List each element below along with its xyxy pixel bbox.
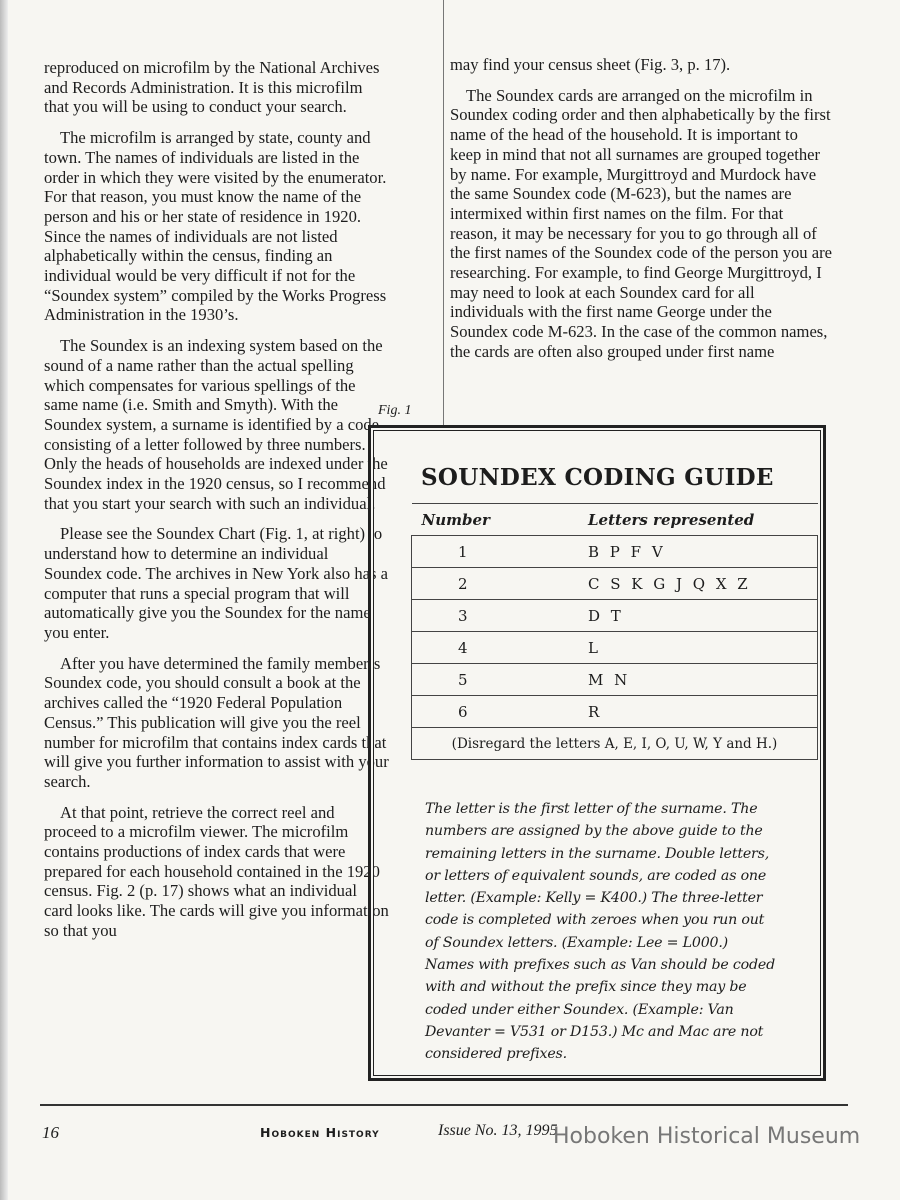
- page-edge: [0, 0, 8, 1200]
- code-letters: D T: [578, 600, 818, 632]
- paragraph: Please see the Soundex Chart (Fig. 1, at right) to understand how to determine an individual Soundex code. The archives in New York also has a computer that runs a special program that will automatically give you the Soundex for the name you enter.: [44, 524, 388, 642]
- paragraph: The Soundex cards are arranged on the microfilm in Soundex coding order and then alphabetically by the first name of the head of the household. It is important to keep in mind that not all surnames are grouped together by name. For example, Murgittroyd and Murdock have the same Soundex code (M-623), but the names are intermixed within first names on the film. For that reason, it may be necessary for you to go through all of the first names of the Soundex code of the person you are researching. For example, to find George Murgittroyd, I may need to look at each Soundex card for all individuals with the first name George under the Soundex code M-623. In the case of the common names, the cards are often also grouped under first name: [450, 85, 833, 361]
- code-letters: B P F V: [578, 536, 818, 568]
- code-number: 6: [412, 696, 579, 728]
- paragraph: may find your census sheet (Fig. 3, p. 17).: [450, 55, 731, 74]
- table-row: [412, 664, 818, 696]
- footer-rule: [40, 1104, 848, 1106]
- left-column: [44, 58, 389, 952]
- code-number: 5: [412, 664, 579, 696]
- watermark: Hoboken Historical Museum: [553, 1124, 861, 1149]
- code-number: 1: [412, 536, 579, 568]
- code-number: 3: [412, 600, 579, 632]
- header-number: Number: [412, 504, 579, 536]
- code-letters: M N: [578, 664, 818, 696]
- masthead: Hoboken History: [260, 1125, 380, 1140]
- figure-title: SOUNDEX CODING GUIDE: [421, 464, 774, 491]
- figure-caption: The letter is the first letter of the surname. The numbers are assigned by the above guide to the remaining letters in the surname. Double letters, or letters of equivalent sounds, are coded as one letter. (Example: Kelly = K400.) The three-letter code is completed with zeroes when you run out of Soundex letters. (Example: Lee = L000.) Names with prefixes such as Van should be coded with and without the prefix since they may be coded under either Soundex. (Example: Van Devanter = V531 or D153.) Mc and Mac are not considered prefixes.: [425, 801, 775, 1063]
- code-number: 4: [412, 632, 579, 664]
- table-row: [412, 536, 818, 568]
- column-divider: [443, 0, 444, 425]
- paragraph: The microfilm is arranged by state, county and town. The names of individuals are listed in the order in which they were visited by the enumerator. For that reason, you must know the name of the person and his or her state of residence in 1920. Since the names of individuals are not listed alphabetically within the census, finding an individual would be very difficult if not for the “Soundex system” compiled by the Works Progress Administration in the 1930’s.: [44, 128, 387, 325]
- figure-label: Fig. 1: [378, 403, 412, 418]
- soundex-coding-guide: [368, 425, 826, 1081]
- disregard-note: (Disregard the letters A, E, I, O, U, W, Y and H.): [412, 728, 818, 760]
- code-letters: R: [578, 696, 818, 728]
- header-letters: Letters represented: [578, 504, 818, 536]
- page-number: 16: [42, 1123, 59, 1142]
- table-row: [412, 600, 818, 632]
- paragraph: After you have determined the family member’s Soundex code, you should consult a book at the archives called the “1920 Federal Population Census.” This publication will give you the reel number for microfilm that contains index cards that will give you further information to assist with your search.: [44, 653, 389, 791]
- soundex-table: [411, 503, 818, 760]
- table-row: [412, 632, 818, 664]
- code-letters: L: [578, 632, 818, 664]
- paragraph: At that point, retrieve the correct reel and proceed to a microfilm viewer. The microfilm contains productions of index cards that were prepared for each household contained in the 1920 census. Fig. 2 (p. 17) shows what an individual card looks like. The cards will give you information so that you: [44, 802, 389, 940]
- right-column: [450, 55, 832, 373]
- code-number: 2: [412, 568, 579, 600]
- issue-info: Issue No. 13, 1995: [438, 1122, 558, 1139]
- table-row: [412, 696, 818, 728]
- paragraph: reproduced on microfilm by the National Archives and Records Administration. It is this microfilm that you will be using to conduct your search.: [44, 58, 380, 117]
- table-note-row: [412, 728, 818, 760]
- code-letters: C S K G J Q X Z: [578, 568, 818, 600]
- table-header: [412, 504, 818, 536]
- paragraph: The Soundex is an indexing system based on the sound of a name rather than the actual spelling which compensates for various spellings of the same name (i.e. Smith and Smyth). With the Soundex system, a surname is identified by a code consisting of a letter followed by three numbers. Only the heads of households are indexed under the Soundex index in the 1920 census, so I recommend that you start your search with such an individual.: [44, 336, 388, 513]
- table-row: [412, 568, 818, 600]
